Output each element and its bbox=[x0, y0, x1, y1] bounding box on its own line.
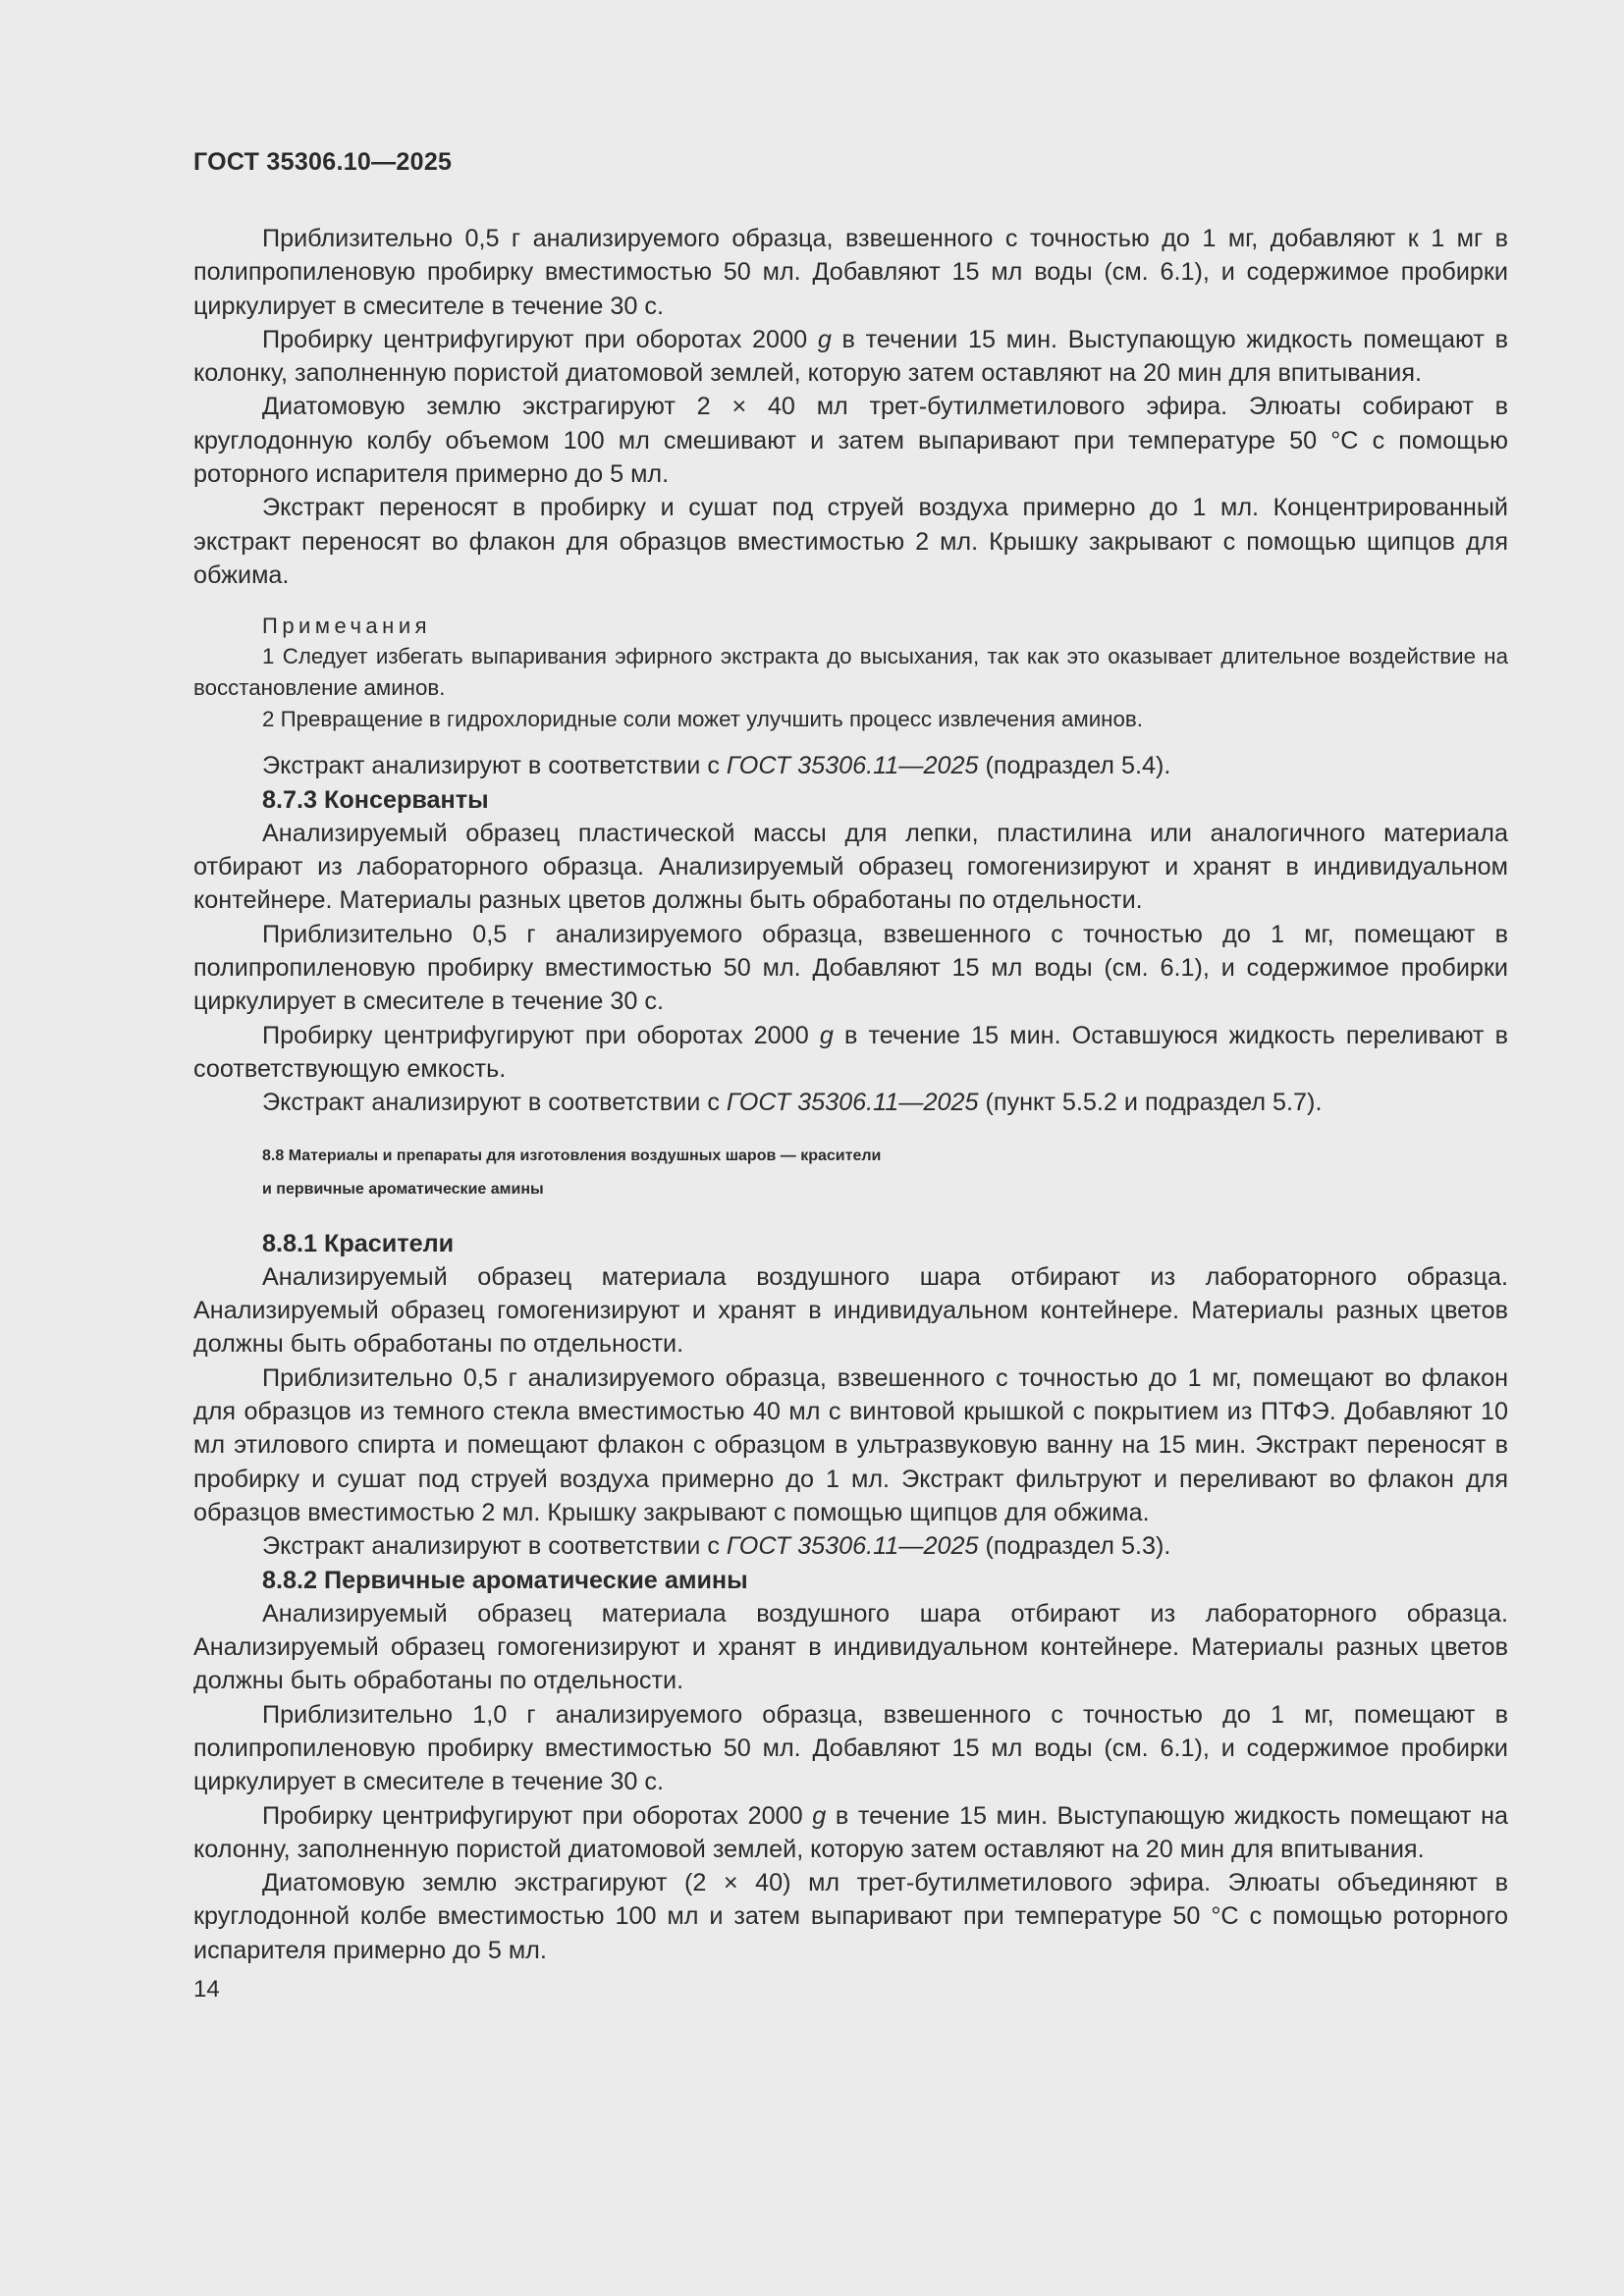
page-number: 14 bbox=[193, 1976, 220, 2003]
paragraph: Приблизительно 0,5 г анализируемого образца, взвешенного с точностью до 1 мг, помещают в полипропиленовую пробирку вместимостью 50 мл. Добавляют 15 мл воды (см. 6.1), и содержимое пробирки циркулирует в смесителе в течение 30 с. bbox=[193, 920, 1508, 1016]
paragraph: Диатомовую землю экстрагируют 2 × 40 мл трет-бутилметилового эфира. Элюаты собирают в круглодонную колбу объемом 100 мл смешивают и затем выпаривают при температуре 50 °С с помощью роторного испарителя примерно до 5 мл. bbox=[193, 393, 1508, 489]
document-header: ГОСТ 35306.10—2025 bbox=[193, 148, 453, 176]
paragraph: Экстракт анализируют в соответствии с ГОСТ 35306.11—2025 (пункт 5.5.2 и подраздел 5.7). bbox=[262, 1089, 1323, 1117]
note-item: 2 Превращение в гидрохлоридные соли может улучшить процесс извлечения аминов. bbox=[262, 707, 1143, 732]
paragraph: Приблизительно 0,5 г анализируемого образца, взвешенного с точностью до 1 мг, помещают во флакон для образцов из темного стекла вместимостью 40 мл с винтовой крышкой с покрытием из ПТФЭ. Добавляют 10 мл этилового спирта и помещают флакон с образцом в ультразвуковую ванну на 15 мин. Экстракт переносят в пробирку и сушат под струей воздуха примерно до 1 мл. Экстракт фильтруют и переливают во флакон для образцов вместимостью 2 мл. Крышку закрывают с помощью щипцов для обжима. bbox=[193, 1363, 1508, 1526]
paragraph: Экстракт анализируют в соответствии с ГОСТ 35306.11—2025 (подраздел 5.3). bbox=[262, 1532, 1171, 1561]
section-heading: 8.8 Материалы и препараты для изготовления воздушных шаров — красители и первичные ароматические амины bbox=[262, 1147, 882, 1199]
standard-reference: ГОСТ 35306.11—2025 bbox=[726, 752, 979, 780]
paragraph: Пробирку центрифугируют при оборотах 2000 g в течение 15 мин. Выступающую жидкость помещают на колонну, заполненную пористой диатомовой землей, которую затем оставляют на 20 мин для впитывания. bbox=[193, 1801, 1508, 1863]
paragraph: Анализируемый образец материала воздушного шара отбирают из лабораторного образца. Анализируемый образец гомогенизируют и хранят в индивидуальном контейнере. Материалы разных цветов должны быть обработаны по отдельности. bbox=[193, 1599, 1508, 1695]
subsection-heading: 8.8.2 Первичные ароматические амины bbox=[262, 1566, 748, 1594]
notes-title: Примечания bbox=[262, 614, 432, 639]
paragraph: Приблизительно 1,0 г анализируемого образца, взвешенного с точностью до 1 мг, помещают в полипропиленовую пробирку вместимостью 50 мл. Добавляют 15 мл воды (см. 6.1), и содержимое пробирки циркулирует в смесителе в течение 30 с. bbox=[193, 1700, 1508, 1796]
note-item: 1 Следует избегать выпаривания эфирного экстракта до высыхания, так как это оказывает длительное воздействие на восстановление аминов. bbox=[193, 644, 1508, 701]
paragraph: Диатомовую землю экстрагируют (2 × 40) мл трет-бутилметилового эфира. Элюаты объединяют в круглодонной колбе вместимостью 100 мл и затем выпаривают при температуре 50 °С с помощью роторного испарителя примерно до 5 мл. bbox=[193, 1869, 1508, 1964]
paragraph: Анализируемый образец материала воздушного шара отбирают из лабораторного образца. Анализируемый образец гомогенизируют и хранят в индивидуальном контейнере. Материалы разных цветов должны быть обработаны по отдельности. bbox=[193, 1262, 1508, 1359]
paragraph: Анализируемый образец пластической массы для лепки, пластилина или аналогичного материала отбирают из лабораторного образца. Анализируемый образец гомогенизируют и хранят в индивидуальном контейнере. Материалы разных цветов должны быть обработаны по отдельности. bbox=[193, 819, 1508, 915]
paragraph: Экстракт переносят в пробирку и сушат под струей воздуха примерно до 1 мл. Концентрированный экстракт переносят во флакон для образцов вместимостью 2 мл. Крышку закрывают с помощью щипцов для обжима. bbox=[193, 494, 1508, 589]
subsection-heading: 8.8.1 Красители bbox=[262, 1229, 455, 1257]
paragraph: Приблизительно 0,5 г анализируемого образца, взвешенного с точностью до 1 мг, добавляют к 1 мг в полипропиленовую пробирку вместимостью 50 мл. Добавляют 15 мл воды (см. 6.1), и содержимое пробирки циркулирует в смесителе в течение 30 с. bbox=[193, 225, 1508, 320]
subsection-heading: 8.7.3 Консерванты bbox=[262, 785, 489, 814]
document-page bbox=[193, 147, 1508, 2004]
paragraph: Пробирку центрифугируют при оборотах 2000 g в течении 15 мин. Выступающую жидкость помещают в колонку, заполненную пористой диатомовой землей, которую затем оставляют на 20 мин для впитывания. bbox=[193, 325, 1508, 388]
paragraph: Пробирку центрифугируют при оборотах 2000 g в течение 15 мин. Оставшуюся жидкость переливают в соответствующую емкость. bbox=[193, 1021, 1508, 1083]
paragraph: Экстракт анализируют в соответствии с ГОСТ 35306.11—2025 (подраздел 5.4). bbox=[262, 752, 1171, 780]
standard-reference: ГОСТ 35306.11—2025 bbox=[726, 1089, 979, 1117]
standard-reference: ГОСТ 35306.11—2025 bbox=[726, 1532, 979, 1561]
